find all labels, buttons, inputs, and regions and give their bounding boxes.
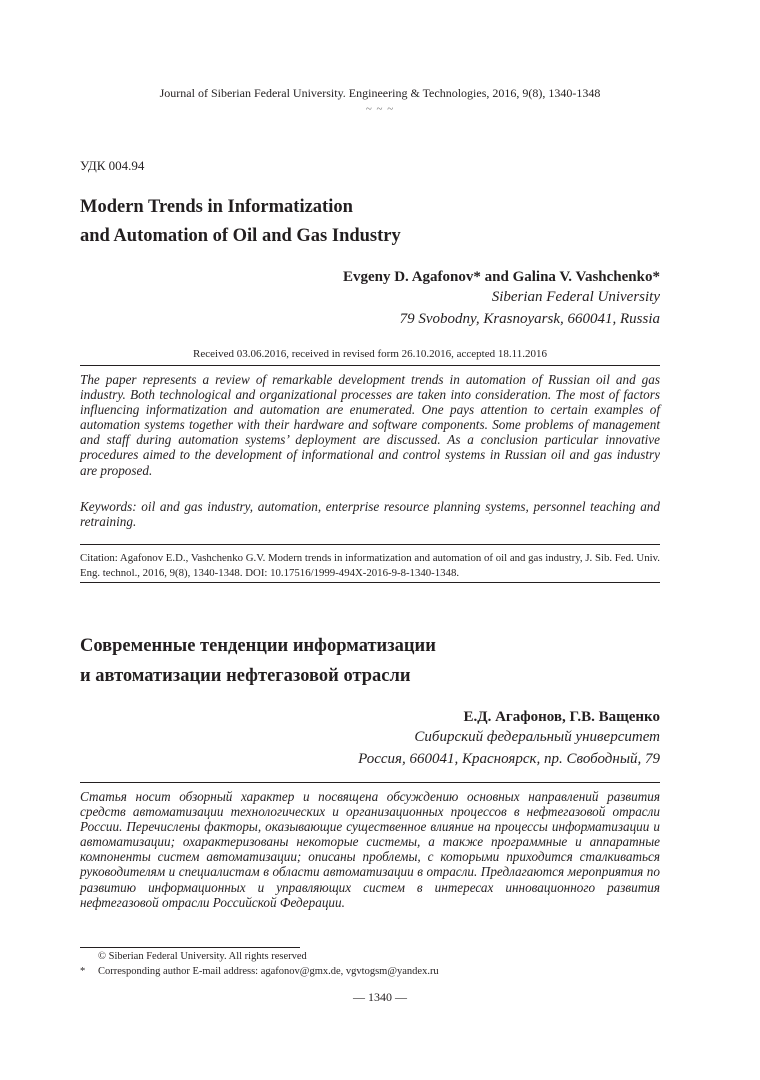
footnote-asterisk: * (80, 966, 86, 977)
divider (80, 544, 660, 545)
divider (80, 782, 660, 783)
english-authors: Evgeny D. Agafonov* and Galina V. Vashchenko* (342, 269, 660, 285)
udk-code: УДК 004.94 (80, 158, 145, 173)
russian-title-line2: и автоматизации нефтегазовой отрасли (80, 666, 411, 686)
russian-title-line1: Современные тенденции информатизации (80, 636, 436, 656)
english-title-line1: Modern Trends in Informatization (80, 197, 353, 217)
footnote-divider (80, 947, 300, 948)
journal-header: Journal of Siberian Federal University. Engineering & Technologies, 2016, 9(8), 1340-1348 (159, 86, 601, 100)
copyright-footnote: © Siberian Federal University. All rights reserved (98, 951, 307, 962)
english-title-line2: and Automation of Oil and Gas Industry (80, 226, 401, 246)
russian-affiliation-line2: Россия, 660041, Красноярск, пр. Свободный, 79 (358, 751, 660, 767)
english-keywords: Keywords: oil and gas industry, automation, enterprise resource planning systems, personnel teaching and retraining. (80, 499, 660, 530)
citation: Citation: Agafonov E.D., Vashchenko G.V. Modern trends in informatization and automation of oil and gas industry, J. Sib. Fed. Univ. Eng. technol., 2016, 9(8), 1340-1348. DOI: 10.17516/1999-494X-2016-9-8-1340-1348. (80, 552, 660, 579)
page-number: — 1340 — (353, 990, 407, 1004)
russian-affiliation-line1: Сибирский федеральный университет (414, 729, 660, 745)
received-dates: Received 03.06.2016, received in revised form 26.10.2016, accepted 18.11.2016 (193, 348, 547, 360)
russian-authors: Е.Д. Агафонов, Г.В. Ващенко (463, 709, 660, 725)
english-affiliation-line2: 79 Svobodny, Krasnoyarsk, 660041, Russia (399, 311, 660, 327)
corresponding-author-footnote: Corresponding author E-mail address: agafonov@gmx.de, vgvtogsm@yandex.ru (98, 966, 439, 977)
divider (80, 365, 660, 366)
divider (80, 582, 660, 583)
english-affiliation-line1: Siberian Federal University (491, 289, 660, 305)
header-tilde-separator: ~ ~ ~ (365, 103, 395, 115)
russian-abstract: Статья носит обзорный характер и посвящена обсуждению основных направлений развития средств автоматизации технологических и организационных процессов в нефтегазовой отрасли России. Перечислены факторы, оказывающие существенное влияние на процессы информатизации и автоматизации; охарактеризованы некоторые системы, а также программные и аппаратные компоненты систем автоматизации; описаны проблемы, с которыми приходится сталкиваться руководителям и специалистам в области автоматизации в отрасли. Предлагаются мероприятия по развитию информационных и управляющих систем в интересах инновационного развития нефтегазовой отрасли Российской Федерации. (80, 789, 660, 910)
english-abstract: The paper represents a review of remarkable development trends in automation of Russian oil and gas industry. Both technological and organizational processes are taken into consideration. The most of factors influencing informatization and automation are enumerated. One pays attention to certain examples of automation systems together with their hardware and software components. Some problems of management and staff during automation systems’ deployment are discussed. As a conclusion particular innovative procedures aimed to the development of informational and control systems in Russian oil and gas industry are proposed. (80, 372, 660, 478)
